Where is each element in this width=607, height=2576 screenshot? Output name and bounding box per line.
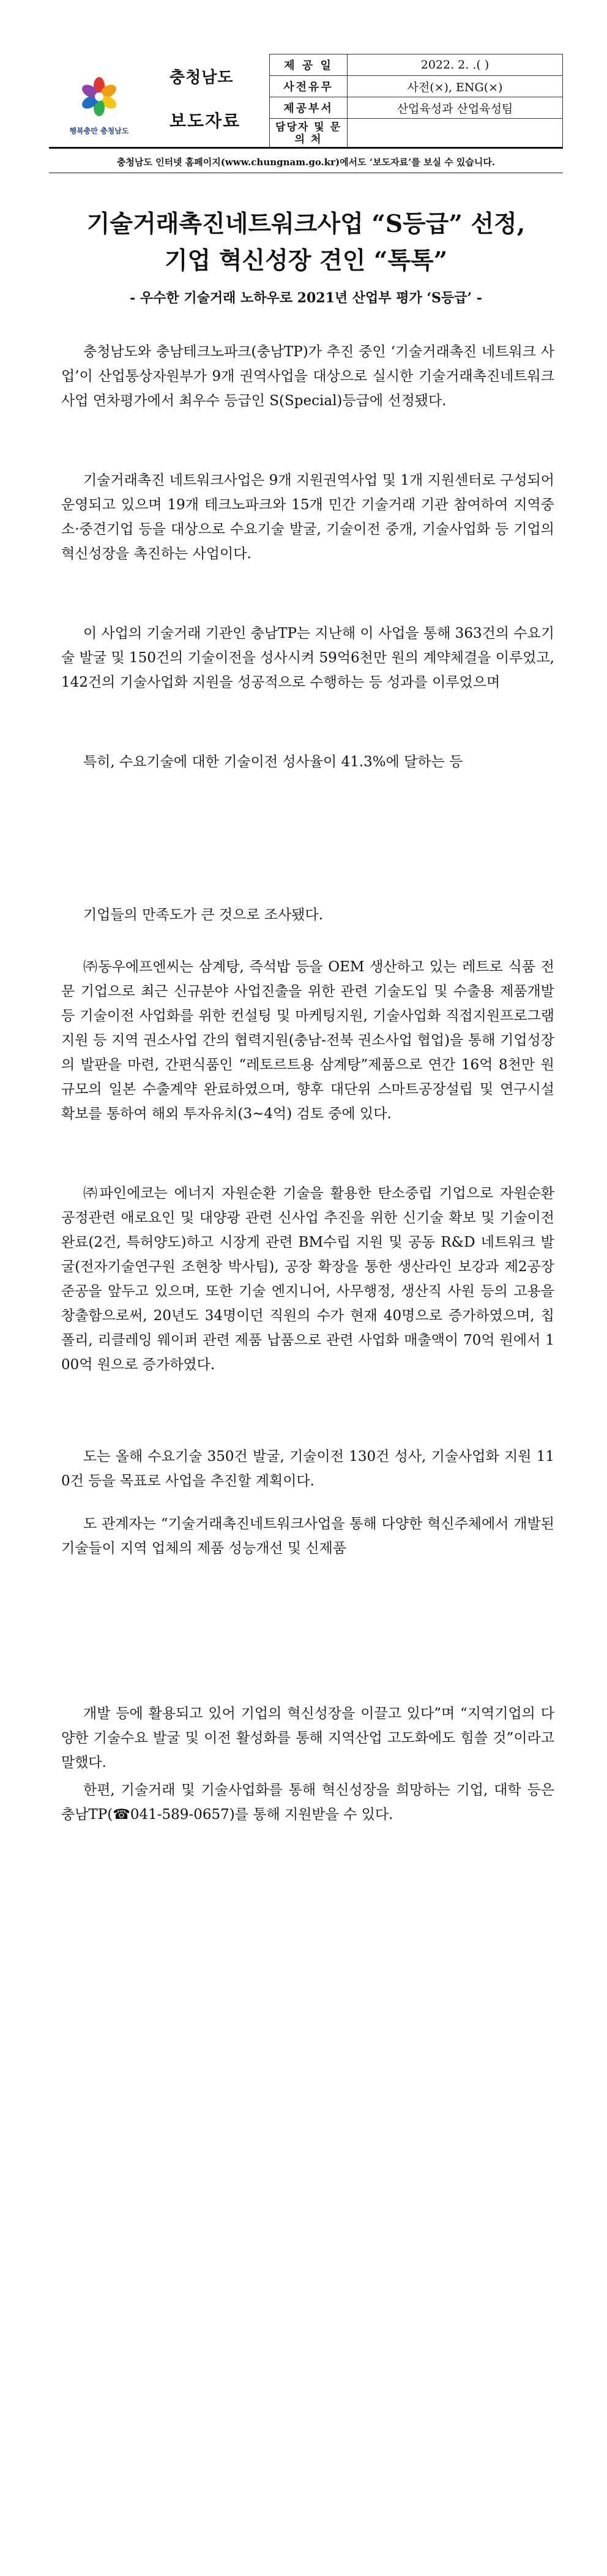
meta-value: 산업육성과 산업육성팀 — [348, 97, 563, 119]
headline-line-1: 기술거래촉진네트워크사업 “S등급” 선정, — [86, 210, 526, 238]
meta-key: 사전유무 — [270, 76, 348, 97]
logo-text: 행복충만 충청남도 — [69, 127, 129, 135]
meta-row-date — [270, 54, 563, 76]
body-paragraph: 도는 올해 수요기술 350건 발굴, 기술이전 130건 성사, 기술사업화 지원 110건 등을 목표로 사업을 추진할 계획이다. — [61, 1449, 554, 1489]
meta-row-embargo — [270, 76, 563, 97]
body-paragraph: 한편, 기술거래 및 기술사업화를 통해 혁신성장을 희망하는 기업, 대학 등은 충남TP(☎041-589-0657)를 통해 지원받을 수 있다. — [61, 1782, 554, 1823]
body-paragraph: ㈜동우에프엔씨는 삼계탕, 즉석밥 등을 OEM 생산하고 있는 레트로 식품 전문 기업으로 최근 신규분야 사업진출을 위한 관련 기술도입 및 수출용 제품개발 등 기술이전 사업화를 위한 컨설팅 및 마케팅지원, 기술사업화 직접지원프로그램 지원 등 지역 권소사업 간의 협력지원(충남-전북 권소사업 협업)을 통해 기업성장의 발판을 마련, 간편식품인 “레토르트용 삼계탕”제품으로 연간 16억 8천만 원 규모의 일본 수출계약 완료하였으며, 향후 대단위 스마트공장설립 및 연구시설 확보를 통하여 해외 투자유치(3~4억) 검토 중에 있다. — [61, 959, 554, 1122]
meta-value: 사전(×), ENG(×) — [348, 76, 563, 97]
press-release-label: 보도자료 — [169, 111, 241, 131]
meta-value — [348, 119, 563, 149]
meta-key: 제 공 일 — [270, 54, 348, 76]
body-paragraph: 개발 등에 활용되고 있어 기업의 혁신성장을 이끌고 있다”며 “지역기업의 다양한 기술수요 발굴 및 이전 활성화를 통해 지역산업 고도화에도 힘쓸 것”이라고 말했다. — [61, 1706, 554, 1771]
body-paragraph: ㈜파인에코는 에너지 자원순환 기술을 활용한 탄소중립 기업으로 자원순환 공정관련 애로요인 및 대양광 관련 신사업 추진을 위한 신기술 확보 및 기술이전 완료(2건, 특허양도)하고 시장게 관련 BM수립 지원 및 공동 R&D 네트워크 발굴(전자기술연구원 조현창 박사팀), 공장 확장을 통한 생산라인 보강과 제2공장 준공을 앞두고 있으며, 또한 기술 엔지니어, 사무행정, 생산직 사원 등의 고용을 창출함으로써, 20년도 34명이던 직원의 수가 현재 40명으로 증가하였으며, 칩 폴리, 리클레잉 웨이퍼 관련 제품 납품으로 관련 사업화 매출액이 70억 원에서 100억 원으로 증가하였다. — [61, 1185, 554, 1373]
headline-line-2: 기업 혁신성장 견인 “톡톡” — [164, 247, 448, 275]
meta-row-department — [270, 97, 563, 119]
meta-key: 제공부서 — [270, 97, 348, 119]
body-paragraph: 기술거래촉진 네트워크사업은 9개 지원권역사업 및 1개 지원센터로 구성되어 운영되고 있으며 19개 테크노파크와 15개 민간 기술거래 기관 참여하여 지역중소·중견기업 등을 대상으로 수요기술 발굴, 기술이전 중개, 기술사업화 등 기업의 혁신성장을 촉진하는 사업이다. — [61, 472, 554, 562]
website-notice: 충청남도 인터넷 홈페이지(www.chungnam.go.kr)에서도 ‘보도자료’를 보실 수 있습니다. — [116, 157, 496, 168]
body-paragraph: 기업들의 만족도가 큰 것으로 조사됐다. — [83, 907, 324, 923]
org-name: 충청남도 — [169, 69, 234, 87]
meta-value: 2022. 2. .( ) — [348, 54, 563, 76]
body-paragraph: 이 사업의 기술거래 기관인 충남TP는 지난해 이 사업을 통해 363건의 수요기술 발굴 및 150건의 기술이전을 성사시켜 59억6천만 원의 계약체결을 이루었고, 142건의 기술사업화 지원을 성공적으로 수행하는 등 성과를 이루었으며 — [61, 625, 554, 690]
body-paragraph: 충청남도와 충남테크노파크(충남TP)가 추진 중인 ‘기술거래촉진 네트워크 사업’이 산업통상자원부가 9개 권역사업을 대상으로 실시한 기술거래촉진네트워크사업 연차평가에서 최우수 등급인 S(Special)등급에 선정됐다. — [61, 344, 554, 409]
chungnam-emblem-icon — [61, 72, 153, 140]
meta-key: 담당자 및 문 의 처 — [270, 119, 348, 149]
chungnam-logo — [61, 72, 153, 140]
subheadline: - 우수한 기술거래 노하우로 2021년 산업부 평가 ‘S등급’ - — [130, 290, 482, 306]
header-divider — [49, 147, 563, 149]
press-meta-table — [269, 54, 563, 149]
body-paragraph: 도 관계자는 “기술거래촉진네트워크사업을 통해 다양한 혁신주체에서 개발된 기술들이 지역 업체의 제품 성능개선 및 신제품 — [61, 1516, 554, 1556]
meta-row-contact — [270, 119, 563, 149]
body-paragraph: 특히, 수요기술에 대한 기술이전 성사율이 41.3%에 달하는 등 — [83, 754, 463, 770]
